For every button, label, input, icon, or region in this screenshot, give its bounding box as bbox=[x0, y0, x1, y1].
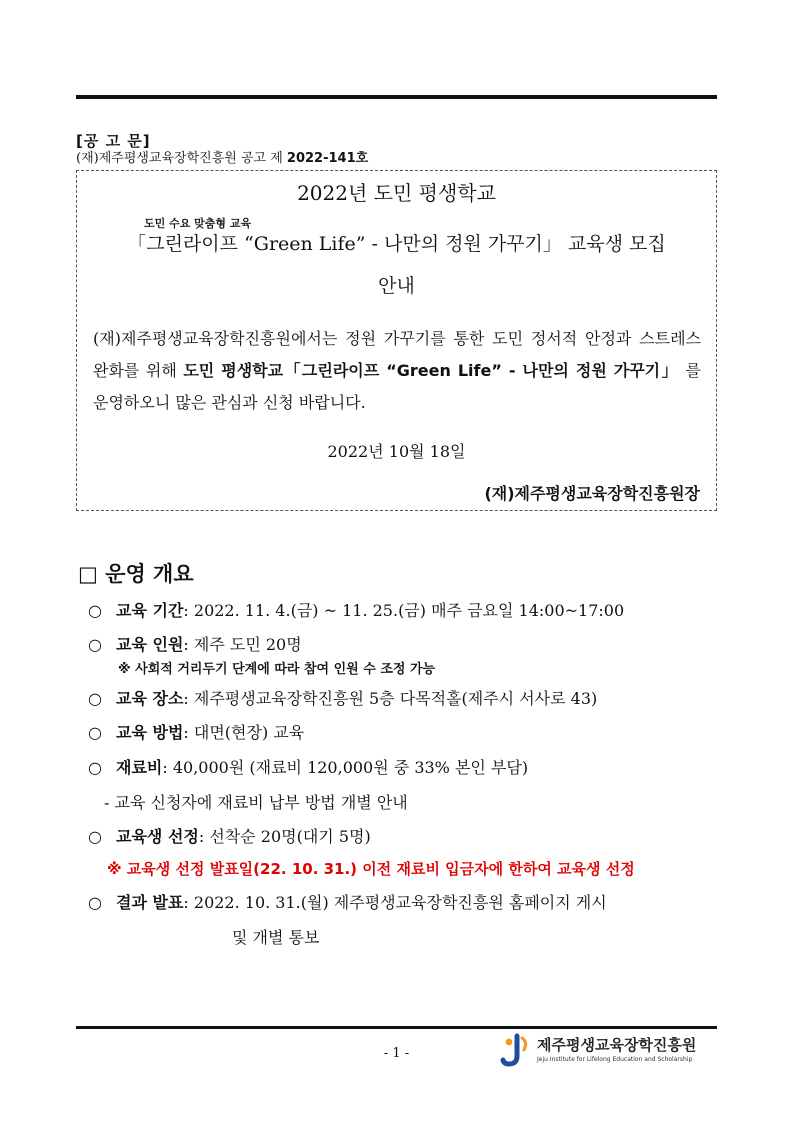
notice-number-line bbox=[76, 147, 368, 166]
box-headline-2: 안내 bbox=[378, 275, 415, 297]
item-text: : 대면(현장) 교육 bbox=[183, 723, 305, 742]
item-location bbox=[88, 686, 597, 709]
item-text: : 제주평생교육장학진흥원 5층 다목적홀(제주시 서사로 43) bbox=[183, 689, 598, 708]
note-fee: - 교육 신청자에 재료비 납부 방법 개별 안내 bbox=[104, 793, 408, 812]
top-rule bbox=[76, 95, 717, 99]
item-label: 교육 기간 bbox=[116, 601, 184, 620]
item-result bbox=[88, 890, 607, 913]
item-selection bbox=[88, 824, 371, 847]
item-text: : 2022. 11. 4.(금) ~ 11. 25.(금) 매주 금요일 14:00~17:00 bbox=[183, 601, 625, 620]
notice-number: 2022-141호 bbox=[286, 151, 369, 166]
announcement-box bbox=[76, 170, 717, 511]
logo-korean-name: 제주평생교육장학진흥원 bbox=[537, 1036, 697, 1054]
item-text: : 40,000원 (재료비 120,000원 중 33% 본인 부담) bbox=[162, 758, 529, 777]
box-body-1: (재)제주평생교육장학진흥원에서는 정원 가꾸기를 통한 도민 정서적 안정과 스트레스 완화를 위해 bbox=[93, 329, 701, 380]
item-capacity bbox=[88, 632, 302, 655]
result-continuation: 및 개별 통보 bbox=[232, 928, 320, 947]
bullet-icon: ○ bbox=[88, 827, 102, 846]
bullet-icon: ○ bbox=[88, 893, 102, 912]
item-label: 교육생 선정 bbox=[116, 827, 199, 846]
item-fee bbox=[88, 755, 528, 778]
item-label: 재료비 bbox=[116, 758, 163, 777]
notice-label: [공 고 문] bbox=[76, 132, 151, 150]
bullet-icon: ○ bbox=[88, 758, 102, 777]
institute-logo bbox=[500, 1032, 720, 1072]
item-text: : 2022. 10. 31.(월) 제주평생교육장학진흥원 홈페이지 게시 bbox=[183, 893, 607, 912]
section-title: □ 운영 개요 bbox=[78, 562, 194, 586]
warning-note: ※ 교육생 선정 발표일(22. 10. 31.) 이전 재료비 입금자에 한하여 교육생 선정 bbox=[107, 860, 635, 878]
item-text: : 선착순 20명(대기 5명) bbox=[198, 827, 371, 846]
box-headline: 「그린라이프 “Green Life” - 나만의 정원 가꾸기」 교육생 모집 bbox=[127, 233, 666, 255]
bottom-rule bbox=[76, 1026, 717, 1029]
item-label: 교육 장소 bbox=[116, 689, 184, 708]
page-number: - 1 - bbox=[383, 1046, 410, 1061]
bullet-icon: ○ bbox=[88, 601, 102, 620]
bullet-icon: ○ bbox=[88, 635, 102, 654]
bullet-icon: ○ bbox=[88, 723, 102, 742]
logo-english-name: Jeju Institute for Lifelong Education and Scholarship bbox=[537, 1056, 693, 1063]
logo-mark-icon bbox=[500, 1032, 530, 1068]
box-subtitle: 도민 수요 맞춤형 교육 bbox=[144, 217, 252, 230]
item-text: : 제주 도민 20명 bbox=[183, 635, 302, 654]
notice-number-prefix: (재)제주평생교육장학진흥원 공고 제 bbox=[76, 151, 287, 166]
item-label: 교육 방법 bbox=[116, 723, 184, 742]
note-distance: ※ 사회적 거리두기 단계에 따라 참여 인원 수 조정 가능 bbox=[118, 662, 436, 677]
box-title: 2022년 도민 평생학교 bbox=[297, 181, 496, 205]
box-signature: (재)제주평생교육장학진흥원장 bbox=[484, 484, 700, 503]
item-method bbox=[88, 720, 304, 743]
bullet-icon: ○ bbox=[88, 689, 102, 708]
box-date: 2022년 10월 18일 bbox=[327, 442, 466, 461]
box-body bbox=[93, 323, 701, 419]
box-body-2: 를 운영하오니 많은 관심과 신청 바랍니다. bbox=[93, 361, 702, 412]
item-label: 교육 인원 bbox=[116, 635, 184, 654]
item-period bbox=[88, 598, 624, 621]
box-body-bold: 도민 평생학교「그린라이프 “Green Life” - 나만의 정원 가꾸기」 bbox=[183, 361, 680, 380]
item-label: 결과 발표 bbox=[116, 893, 184, 912]
